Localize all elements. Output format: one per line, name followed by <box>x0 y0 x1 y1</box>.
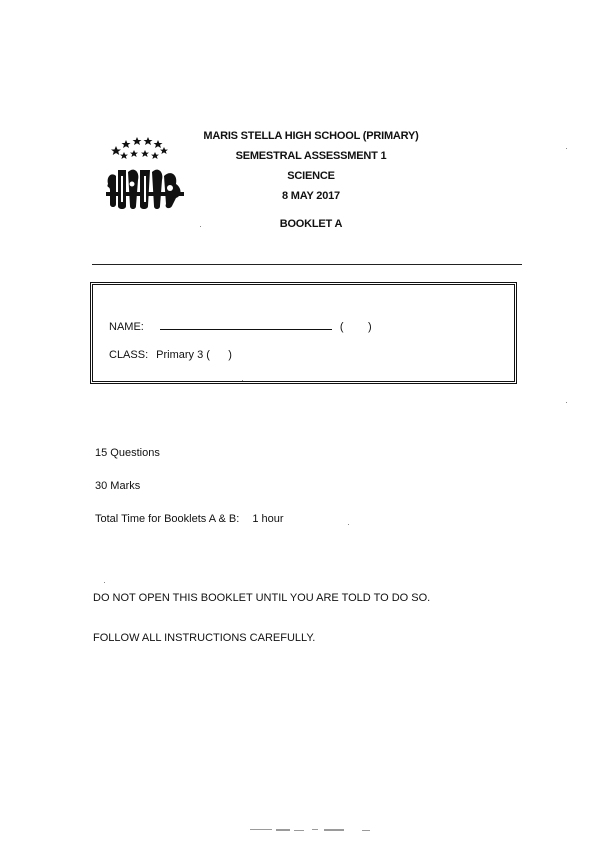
scan-speck <box>348 524 349 525</box>
instruction-do-not-open: DO NOT OPEN THIS BOOKLET UNTIL YOU ARE TOLD TO DO SO. <box>93 592 431 604</box>
exam-header <box>180 126 442 234</box>
class-row <box>109 349 232 361</box>
class-value: Primary 3 ( ) <box>156 349 232 361</box>
assessment-title: SEMESTRAL ASSESSMENT 1 <box>235 150 387 162</box>
time-label: Total Time for Booklets A & B: <box>95 513 240 525</box>
school-crest-icon <box>104 132 186 214</box>
booklet-title: BOOKLET A <box>279 218 343 230</box>
scan-speck <box>566 148 567 149</box>
name-label: NAME: <box>109 321 144 333</box>
scan-speck <box>566 402 567 403</box>
scan-speck <box>104 582 105 583</box>
school-name: MARIS STELLA HIGH SCHOOL (PRIMARY) <box>203 130 419 142</box>
scan-speck <box>200 226 201 227</box>
exam-date: 8 MAY 2017 <box>282 190 340 202</box>
name-blank-line[interactable] <box>160 319 332 330</box>
question-count: 15 Questions <box>95 447 160 459</box>
total-marks: 30 Marks <box>95 480 141 492</box>
name-row <box>109 319 380 333</box>
name-index-paren: ( ) <box>339 321 372 333</box>
instruction-follow-carefully: FOLLOW ALL INSTRUCTIONS CAREFULLY. <box>93 632 316 644</box>
scan-speck <box>242 380 243 381</box>
student-details-box <box>90 282 517 384</box>
subject-title: SCIENCE <box>287 170 335 182</box>
time-value: 1 hour <box>252 513 284 525</box>
footer-scan-smudge <box>250 828 380 832</box>
total-time <box>95 513 284 525</box>
header-divider <box>92 264 522 265</box>
class-label: CLASS: <box>109 349 149 361</box>
